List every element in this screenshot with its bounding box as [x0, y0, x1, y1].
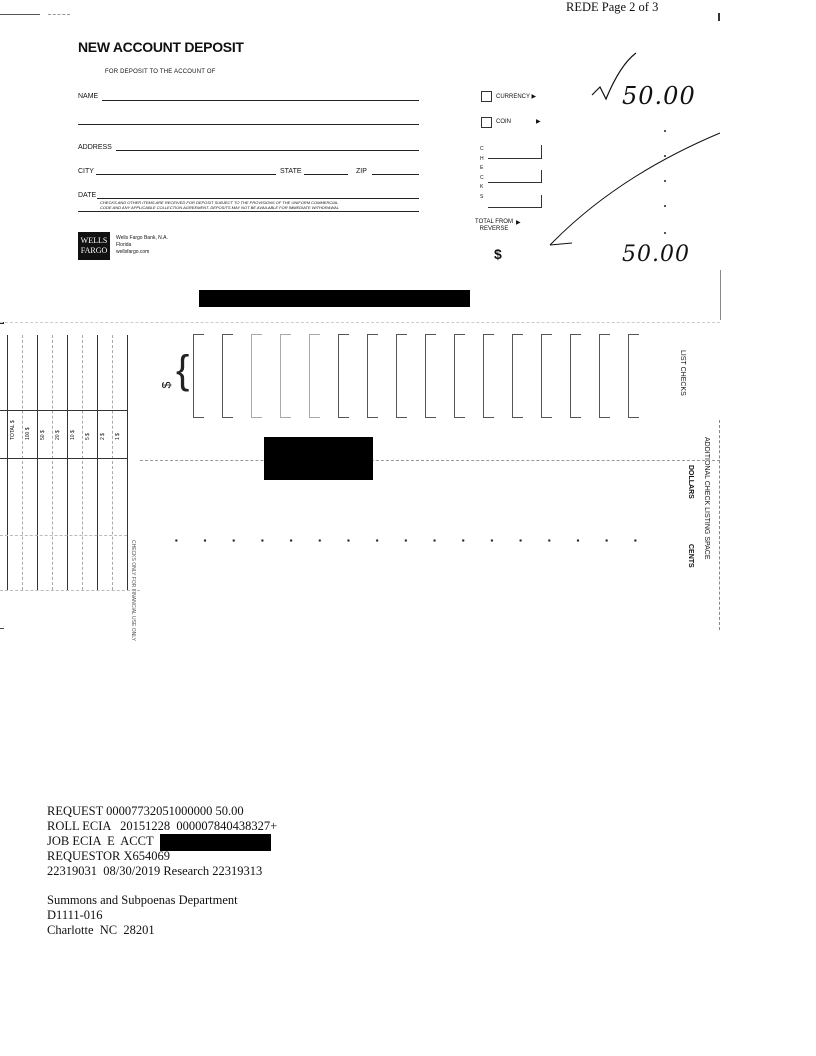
check-letter-h: H — [480, 155, 484, 162]
grid-v-1 — [7, 335, 8, 590]
denom-label-5: 5 $ — [85, 433, 91, 440]
wells-fargo-logo — [78, 232, 110, 260]
redaction-account — [160, 834, 271, 851]
denom-label-10: 10 $ — [70, 430, 76, 440]
listing-separator — [140, 460, 720, 461]
date-label: DATE — [78, 192, 97, 199]
check-slot — [280, 334, 291, 418]
right-edge-dashed — [719, 420, 720, 630]
grid-v-8 — [112, 335, 113, 590]
form-title: NEW ACCOUNT DEPOSIT — [78, 39, 244, 55]
check-slot — [396, 334, 407, 418]
reverse-label: REVERSE — [479, 226, 509, 232]
check-slot — [483, 334, 494, 418]
left-edge-tick-bottom — [0, 628, 4, 629]
check-slot — [309, 334, 320, 418]
check-slot — [570, 334, 581, 418]
grid-v-4 — [52, 335, 53, 590]
check-slot — [512, 334, 523, 418]
check-slot — [338, 334, 349, 418]
additional-listing-label: ADDITIONAL CHECK LISTING SPACE — [703, 437, 710, 560]
bank-name: Wells Fargo Bank, N.A. — [116, 235, 168, 241]
address-label: ADDRESS — [78, 144, 112, 151]
bank-info — [116, 235, 168, 256]
check-entry-box-3 — [488, 195, 542, 208]
address-line — [116, 150, 419, 151]
grid-v-7 — [97, 335, 98, 590]
currency-label: CURRENCY ▶ — [496, 94, 537, 100]
check-letter-c2: C — [480, 174, 484, 181]
date-line — [97, 198, 419, 199]
grid-v-2 — [22, 335, 23, 590]
footer-job: JOB ECIA E ACCT — [47, 834, 154, 848]
state-line — [304, 174, 348, 175]
check-slot — [222, 334, 233, 418]
grid-h-1 — [0, 410, 127, 411]
listing-brace: { — [176, 348, 190, 392]
bank-site: wellsfargo.com — [116, 249, 150, 255]
check-letter-k: K — [480, 184, 484, 190]
scan-mark-top-left — [0, 14, 40, 15]
footer-city: Charlotte NC 28201 — [47, 923, 155, 937]
grid-v-3 — [37, 335, 38, 590]
denom-label-50: 50 $ — [40, 430, 46, 440]
cents-label: CENTS — [687, 544, 694, 568]
total-dollar-sign: $ — [494, 246, 502, 262]
cents-dots-row — [162, 539, 662, 542]
redaction-bar-top — [199, 290, 470, 307]
logo-line-1: WELLS — [80, 236, 108, 245]
check-slot — [628, 334, 639, 418]
handwritten-amount-top: 50.00 — [622, 82, 696, 110]
check-letters — [480, 145, 488, 202]
scan-mark-top-left-2 — [48, 14, 70, 15]
section-top-line — [0, 322, 720, 323]
coin-label: COIN — [496, 119, 511, 125]
total-from-label: TOTAL FROM — [475, 219, 513, 225]
right-edge-mark — [720, 270, 721, 320]
name-line — [102, 100, 419, 101]
footer-requestor: REQUESTOR X654069 — [47, 849, 171, 863]
check-slot — [367, 334, 378, 418]
grid-h-2 — [0, 458, 127, 459]
footer-research: 22319031 08/30/2019 Research 22319313 — [47, 864, 263, 878]
grid-v-6 — [82, 335, 83, 590]
financial-use-label: CHECKS ONLY FOR FINANCIAL USE ONLY — [130, 540, 136, 641]
check-entry-box-2 — [488, 170, 542, 183]
city-label: CITY — [78, 168, 94, 175]
state-label: STATE — [280, 168, 302, 175]
logo-line-2: FARGO — [80, 246, 108, 255]
grid-v-9 — [127, 335, 128, 590]
listing-bottom-line — [0, 590, 140, 591]
currency-checkbox — [481, 91, 492, 102]
check-slot — [454, 334, 465, 418]
grid-v-5 — [67, 335, 68, 590]
check-letter-c: C — [480, 146, 484, 152]
disclaimer-2: CODE AND ANY APPLICABLE COLLECTION AGREEMENT. DEPOSITS MAY NOT BE AVAILABLE FOR IMMEDIATE WITHDRAWAL — [100, 205, 339, 210]
check-slot — [425, 334, 436, 418]
dollars-label: DOLLARS — [687, 465, 694, 499]
coin-arrow: ▶ — [536, 119, 541, 125]
denom-label-20: 20 $ — [55, 430, 61, 440]
grid-h-3 — [0, 535, 127, 536]
footer-request: REQUEST 00007732051000000 50.00 — [47, 804, 244, 818]
check-entry-box-1 — [488, 145, 542, 159]
disclaimer-1: CHECKS AND OTHER ITEMS ARE RECEIVED FOR DEPOSIT SUBJECT TO THE PROVISIONS OF THE UNIFORM COMMERCIAL — [100, 200, 339, 205]
page-marker: REDE Page 2 of 3 — [566, 0, 659, 14]
name-line-2 — [78, 124, 419, 125]
redaction-block-middle — [264, 437, 373, 480]
list-checks-label: LIST CHECKS — [679, 350, 686, 396]
check-slot — [193, 334, 204, 418]
scan-tick — [718, 13, 720, 21]
check-slot — [599, 334, 610, 418]
check-slot — [251, 334, 262, 418]
total-from-reverse — [472, 219, 516, 233]
zip-label: ZIP — [356, 168, 367, 175]
check-letter-e: E — [480, 165, 484, 171]
disclaimer-underline — [78, 211, 419, 212]
total-arrow: ▶ — [516, 220, 521, 226]
city-line — [96, 174, 276, 175]
coin-checkbox — [481, 117, 492, 128]
zip-line — [372, 174, 419, 175]
check-letter-s: S — [480, 193, 484, 200]
denom-label-2: 2 $ — [100, 433, 106, 440]
footer-roll: ROLL ECIA 20151228 000007840438327+ — [47, 819, 278, 833]
form-subtitle: FOR DEPOSIT TO THE ACCOUNT OF — [105, 69, 216, 75]
check-slot — [541, 334, 552, 418]
handwritten-amount-total: 50.00 — [622, 242, 690, 267]
denom-label-total: TOTAL $ — [10, 420, 16, 440]
footer-mailcode: D1111-016 — [47, 908, 103, 922]
name-label: NAME — [78, 93, 99, 100]
denom-label-100: 100 $ — [25, 427, 31, 440]
footer-department: Summons and Subpoenas Department — [47, 893, 238, 907]
bank-state: Florida — [116, 242, 132, 248]
denom-label-1: 1 $ — [115, 433, 121, 440]
handwritten-marks — [540, 45, 730, 255]
listing-dollar-sign: $ — [159, 381, 174, 389]
